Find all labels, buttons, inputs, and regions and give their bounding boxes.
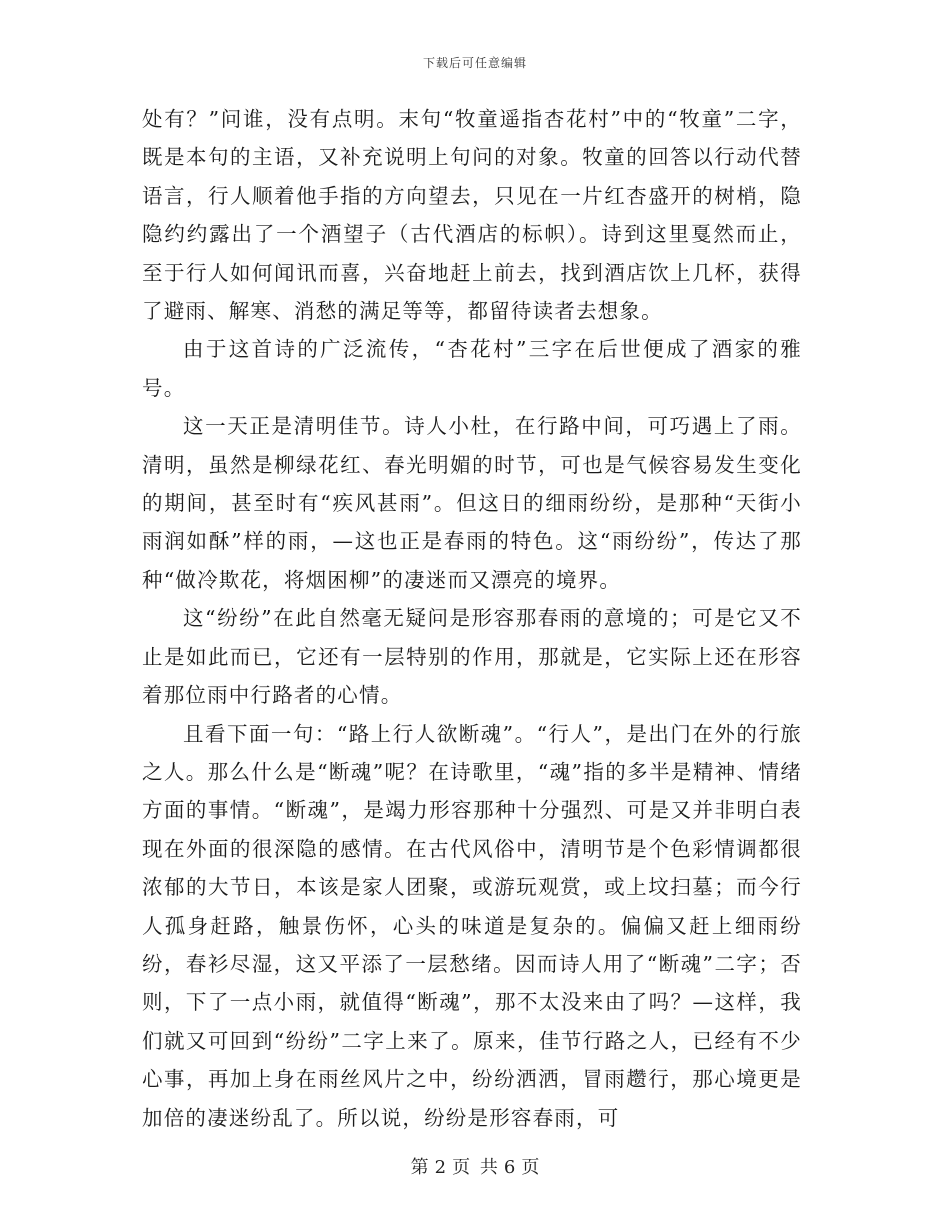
paragraph-1: 处有？”问谁，没有点明。末句“牧童遥指杏花村”中的“牧童”二字，既是本句的主语，又补充说明上句问的对象。牧童的回答以行动代替语言，行人顺着他手指的方向望去，只见在一片红杏盛开的树梢，隐隐约约露出了一个酒望子（古代酒店的标帜）。诗到这里戛然而止，至于行人如何闻讯而喜，兴奋地赶上前去，找到酒店饮上几杯，获得了避雨、解寒、消愁的满足等等，都留待读者去想象。	[142, 107, 802, 324]
paragraph-4: 这“纷纷”在此自然毫无疑问是形容那春雨的意境的；可是它又不止是如此而已，它还有一层特别的作用，那就是，它实际上还在形容着那位雨中行路者的心情。	[142, 606, 802, 708]
footer-prefix: 第	[410, 1157, 429, 1178]
footer-current-page: 2	[434, 1157, 447, 1178]
paragraph-2: 由于这首诗的广泛流传，“杏花村”三字在后世便成了酒家的雅号。	[142, 337, 802, 400]
page-header: 下载后可任意编辑	[422, 56, 527, 70]
footer-mid: 页 共	[452, 1157, 498, 1178]
paragraph-5: 且看下面一句：“路上行人欲断魂”。“行人”，是出门在外的行旅之人。那么什么是“断魂”呢？在诗歌里，“魂”指的多半是精神、情绪方面的事情。“断魂”，是竭力形容那种十分强烈、可是又并非明白表现在外面的很深隐的感情。在古代风俗中，清明节是个色彩情调都很浓郁的大节日，本该是家人团聚，或游玩观赏，或上坟扫墓；而今行人孤身赶路，触景伤怀，心头的味道是复杂的。偏偏又赶上细雨纷纷，春衫尽湿，这又平添了一层愁绪。因而诗人用了“断魂”二字；否则，下了一点小雨，就值得“断魂”，那不太没来由了吗？—这样，我们就又可回到“纷纷”二字上来了。原来，佳节行路之人，已经有不少心事，再加上身在雨丝风片之中，纷纷洒洒，冒雨趱行，那心境更是加倍的凄迷纷乱了。所以说，纷纷是形容春雨，可	[142, 721, 802, 1130]
document-body	[142, 100, 802, 1137]
footer-suffix: 页	[521, 1157, 540, 1178]
footer-total-pages: 6	[503, 1157, 516, 1178]
page-footer	[0, 1153, 950, 1179]
paragraph-3: 这一天正是清明佳节。诗人小杜，在行路中间，可巧遇上了雨。清明，虽然是柳绿花红、春光明媚的时节，可也是气候容易发生变化的期间，甚至时有“疾风甚雨”。但这日的细雨纷纷，是那种“天街小雨润如酥”样的雨，—这也正是春雨的特色。这“雨纷纷”，传达了那种“做冷欺花，将烟困柳”的凄迷而又漂亮的境界。	[142, 414, 802, 592]
